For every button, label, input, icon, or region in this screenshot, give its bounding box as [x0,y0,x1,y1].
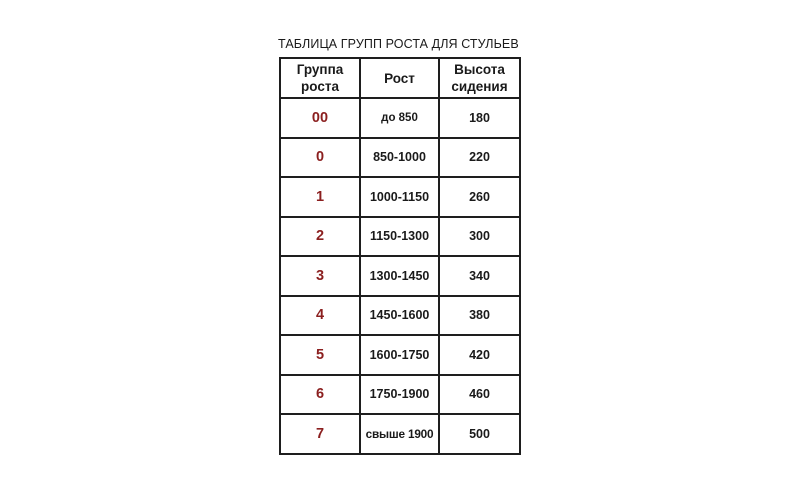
table-row [280,414,520,454]
group-cell: 7 [280,414,360,454]
group-cell: 6 [280,375,360,415]
seat-height-cell: 340 [439,256,520,296]
table-row [280,335,520,375]
header-seat-line2: сидения [451,79,508,94]
header-seat-height [439,58,520,98]
height-cell: 850-1000 [360,138,439,178]
height-cell: 1000-1150 [360,177,439,217]
group-cell: 0 [280,138,360,178]
seat-height-cell: 380 [439,296,520,336]
height-cell: 1300-1450 [360,256,439,296]
seat-height-cell: 300 [439,217,520,257]
header-seat-line1: Высота [454,62,505,77]
header-height: Рост [360,58,439,98]
height-cell: до 850 [360,98,439,138]
header-group-line2: роста [301,79,339,94]
table-row [280,375,520,415]
growth-groups-table [279,57,521,455]
group-cell: 4 [280,296,360,336]
group-cell: 00 [280,98,360,138]
table-row [280,217,520,257]
table-header-row [280,58,520,98]
table-title: ТАБЛИЦА ГРУПП РОСТА ДЛЯ СТУЛЬЕВ [278,37,519,51]
group-cell: 3 [280,256,360,296]
seat-height-cell: 460 [439,375,520,415]
seat-height-cell: 500 [439,414,520,454]
table-row [280,138,520,178]
seat-height-cell: 420 [439,335,520,375]
seat-height-cell: 220 [439,138,520,178]
seat-height-cell: 180 [439,98,520,138]
height-cell: 1150-1300 [360,217,439,257]
group-cell: 1 [280,177,360,217]
table-row [280,98,520,138]
height-cell: 1600-1750 [360,335,439,375]
header-group [280,58,360,98]
table-row [280,177,520,217]
height-cell: 1750-1900 [360,375,439,415]
header-group-line1: Группа [296,62,344,77]
height-cell: 1450-1600 [360,296,439,336]
group-cell: 2 [280,217,360,257]
table-row [280,296,520,336]
group-cell: 5 [280,335,360,375]
table-row [280,256,520,296]
height-cell: свыше 1900 [360,414,439,454]
seat-height-cell: 260 [439,177,520,217]
